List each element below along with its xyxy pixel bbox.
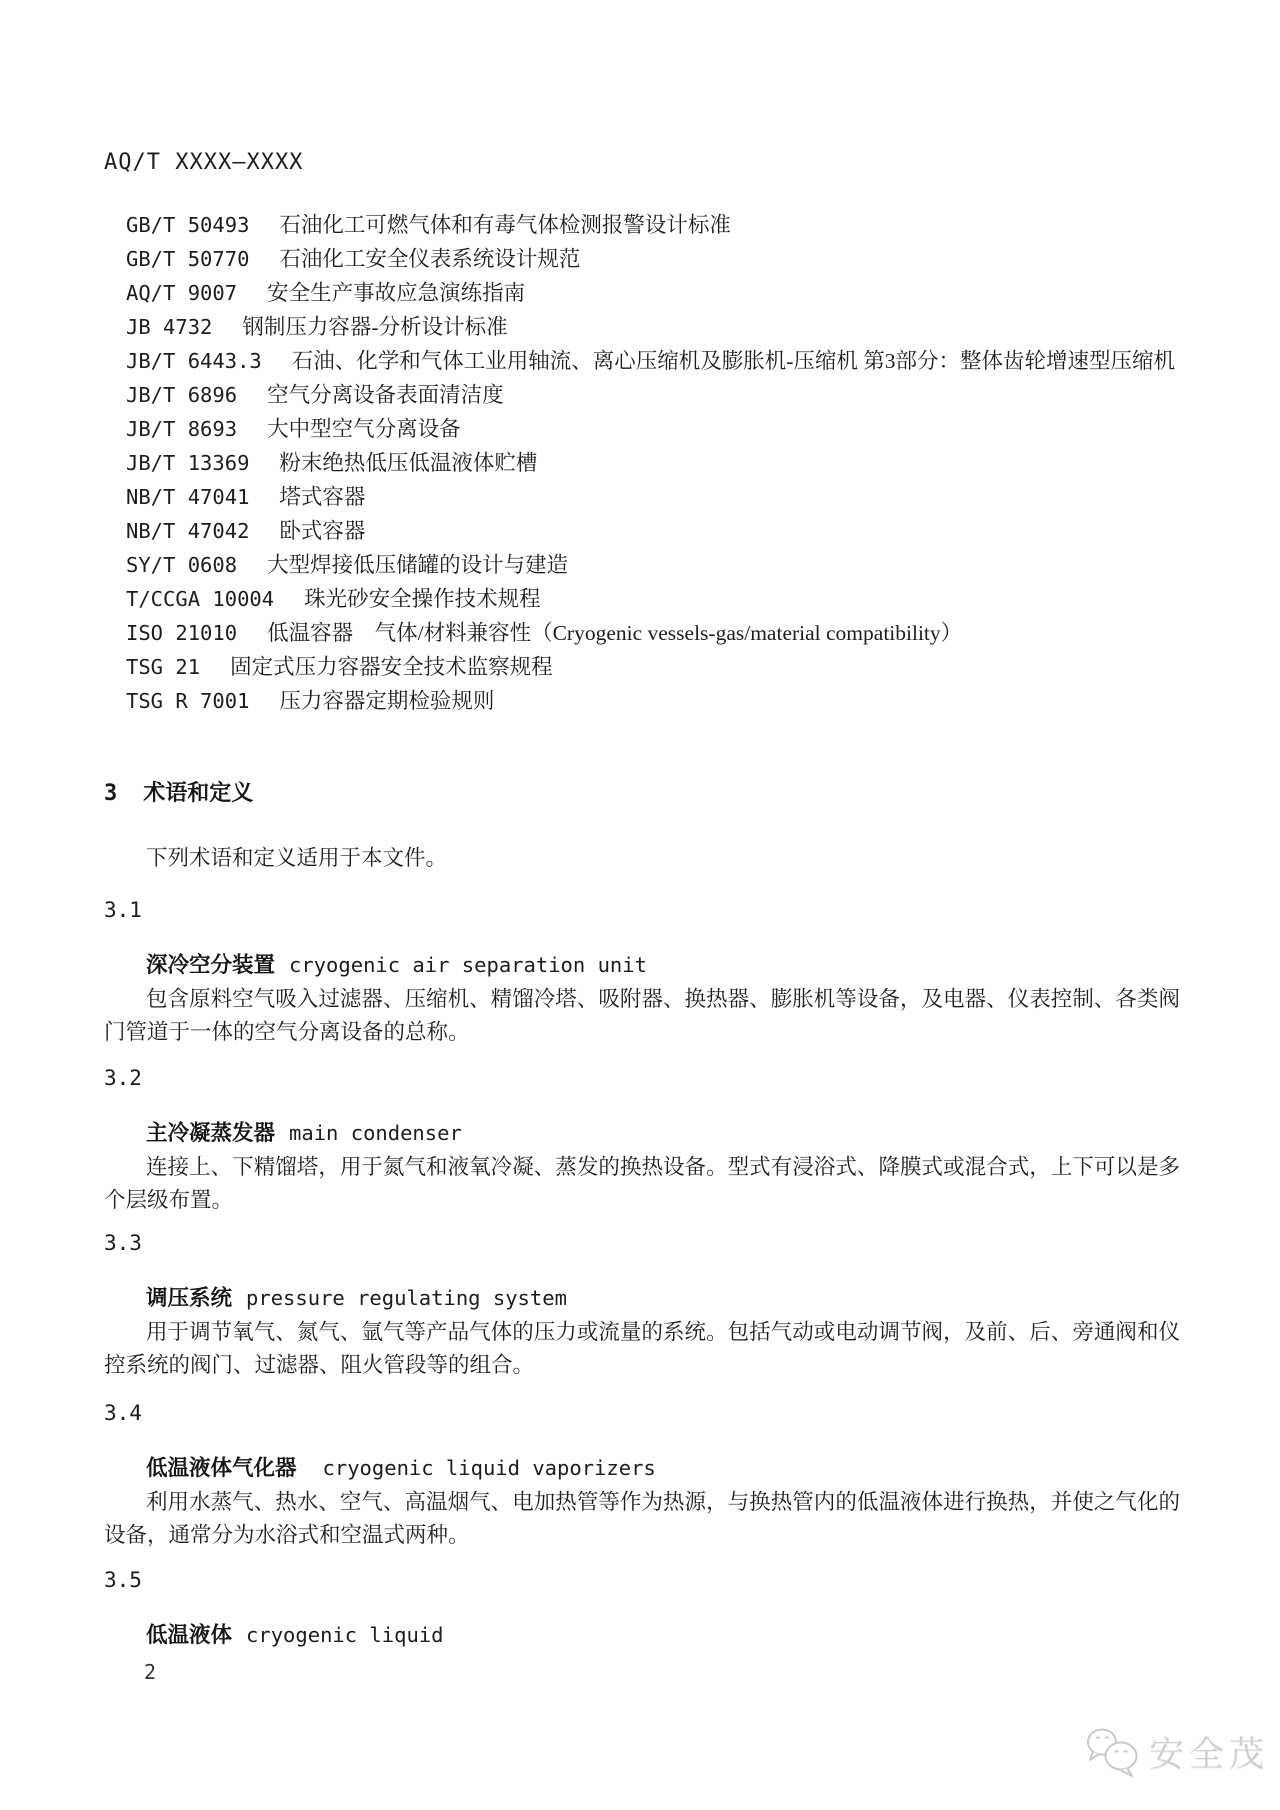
term-definition: 利用水蒸气、热水、空气、高温烟气、电加热管等作为热源，与换热管内的低温液体进行换热，并使之气化的设备，通常分为水浴式和空温式两种。: [104, 1490, 1180, 1547]
section-number: 3: [104, 781, 118, 806]
reference-item: [104, 378, 1180, 412]
reference-title: 石油化工安全仪表系统设计规范: [279, 247, 581, 271]
term-line: [104, 1283, 1180, 1313]
term-line: [104, 1118, 1180, 1148]
term-definition: 连接上、下精馏塔，用于氮气和液氧冷凝、蒸发的换热设备。型式有浸浴式、降膜式或混合式，上下可以是多个层级布置。: [104, 1155, 1180, 1212]
term-number: 3.5: [104, 1568, 142, 1592]
term-number: 3.1: [104, 898, 142, 922]
reference-code: NB/T 47041: [126, 485, 250, 509]
section-title: 术语和定义: [143, 780, 254, 805]
term-zh: 深冷空分装置: [146, 953, 276, 977]
reference-item: [104, 684, 1180, 718]
reference-title: 固定式压力容器安全技术监察规程: [230, 655, 553, 679]
reference-code: GB/T 50770: [126, 247, 250, 271]
reference-item: [104, 650, 1180, 684]
term-section: [104, 895, 1180, 1049]
reference-title: 低温容器 气体/材料兼容性（Cryogenic vessels-gas/material compatibility）: [267, 621, 963, 645]
term-section: [104, 1228, 1180, 1382]
reference-item: [104, 242, 1180, 276]
reference-item: [104, 480, 1180, 514]
term-en: cryogenic air separation unit: [289, 953, 647, 977]
term-line: [104, 950, 1180, 980]
reference-code: TSG R 7001: [126, 689, 250, 713]
term-number: 3.3: [104, 1231, 142, 1255]
term-section: [104, 1398, 1180, 1552]
term-en: main condenser: [289, 1121, 462, 1145]
reference-title: 安全生产事故应急演练指南: [267, 281, 526, 305]
term-number: 3.4: [104, 1401, 142, 1425]
term-number: 3.2: [104, 1066, 142, 1090]
term-zh: 低温液体气化器: [146, 1456, 297, 1480]
term-definition: 包含原料空气吸入过滤器、压缩机、精馏冷塔、吸附器、换热器、膨胀机等设备，及电器、仪表控制、各类阀门管道于一体的空气分离设备的总称。: [104, 987, 1180, 1044]
reference-item: [104, 412, 1180, 446]
watermark: [1083, 1726, 1269, 1778]
reference-code: JB/T 6896: [126, 383, 238, 407]
reference-code: JB 4732: [126, 315, 213, 339]
reference-code: TSG 21: [126, 655, 201, 679]
term-section: [104, 1565, 1180, 1653]
reference-item: [104, 582, 1180, 616]
term-en: cryogenic liquid vaporizers: [322, 1456, 656, 1480]
reference-title: 空气分离设备表面清洁度: [267, 383, 504, 407]
reference-item: [104, 276, 1180, 310]
reference-title: 钢制压力容器-分析设计标准: [242, 315, 508, 339]
term-definition: 用于调节氧气、氮气、氩气等产品气体的压力或流量的系统。包括气动或电动调节阀，及前、后、旁通阀和仪控系统的阀门、过滤器、阻火管段等的组合。: [104, 1320, 1180, 1377]
reference-item: [104, 548, 1180, 582]
reference-item: [104, 616, 1180, 650]
reference-title: 大型焊接低压储罐的设计与建造: [267, 553, 569, 577]
wechat-icon: [1083, 1726, 1141, 1778]
section-heading: [104, 778, 253, 809]
document-header: AQ/T XXXX—XXXX: [104, 150, 304, 175]
reference-title: 大中型空气分离设备: [267, 417, 461, 441]
reference-title: 卧式容器: [279, 519, 366, 543]
term-zh: 低温液体: [146, 1623, 233, 1647]
reference-code: JB/T 13369: [126, 451, 250, 475]
term-en: pressure regulating system: [246, 1286, 567, 1310]
reference-list: [104, 208, 1180, 718]
term-zh: 主冷凝蒸发器: [146, 1121, 276, 1145]
reference-code: T/CCGA 10004: [126, 587, 275, 611]
term-line: [104, 1620, 1180, 1650]
reference-code: SY/T 0608: [126, 553, 238, 577]
page-number: 2: [144, 1660, 157, 1684]
reference-item: [104, 514, 1180, 548]
reference-item: [104, 446, 1180, 480]
reference-code: ISO 21010: [126, 621, 238, 645]
reference-code: AQ/T 9007: [126, 281, 238, 305]
watermark-text: 安全茂: [1149, 1735, 1270, 1774]
reference-title: 粉末绝热低压低温液体贮槽: [279, 451, 538, 475]
term-zh: 调压系统: [146, 1286, 233, 1310]
reference-item: [104, 310, 1180, 344]
reference-title: 塔式容器: [279, 485, 366, 509]
term-line: [104, 1453, 1180, 1483]
reference-code: JB/T 8693: [126, 417, 238, 441]
reference-item: [104, 344, 1180, 378]
reference-title: 石油、化学和气体工业用轴流、离心压缩机及膨胀机-压缩机 第3部分：整体齿轮增速型压缩机: [291, 349, 1176, 373]
reference-code: JB/T 6443.3: [126, 349, 262, 373]
term-section: [104, 1063, 1180, 1217]
reference-code: NB/T 47042: [126, 519, 250, 543]
reference-code: GB/T 50493: [126, 213, 250, 237]
reference-item: [104, 208, 1180, 242]
reference-title: 压力容器定期检验规则: [279, 689, 495, 713]
reference-title: 石油化工可燃气体和有毒气体检测报警设计标准: [279, 213, 731, 237]
term-en: cryogenic liquid: [246, 1623, 444, 1647]
reference-title: 珠光砂安全操作技术规程: [304, 587, 541, 611]
section-intro: 下列术语和定义适用于本文件。: [146, 846, 448, 870]
